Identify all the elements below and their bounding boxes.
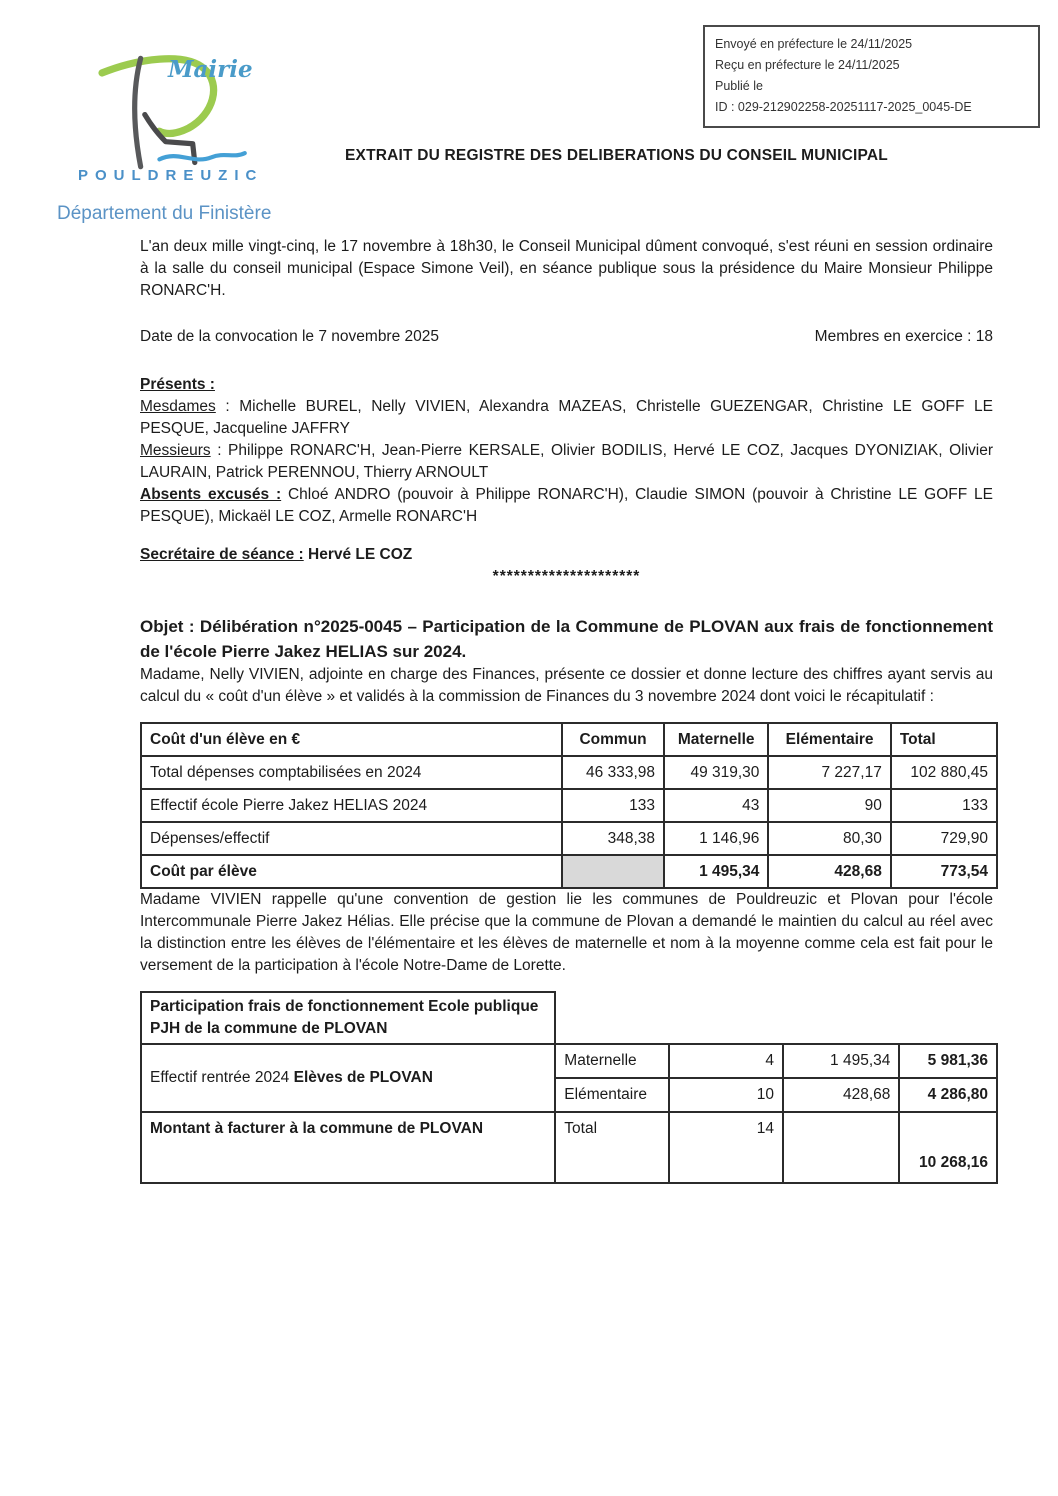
cell-maternelle: 49 319,30 [664, 756, 768, 789]
deliberation-subject: Objet : Délibération n°2025-0045 – Participation de la Commune de PLOVAN aux frais de fonctionnement de l'école Pierre Jakez HELIAS sur 2024. [140, 617, 993, 661]
effectif-label-normal: Effectif rentrée 2024 [150, 1069, 294, 1086]
document-body [140, 236, 993, 1184]
mesdames-names: : Michelle BUREL, Nelly VIVIEN, Alexandra MAZEAS, Christelle GUEZENGAR, Christine LE GOFF LE PESQUE, Jacqueline JAFFRY [140, 398, 993, 437]
participation-header-row [141, 992, 997, 1044]
cell-commun: 46 333,98 [562, 756, 664, 789]
col-header-maternelle: Maternelle [664, 723, 768, 756]
cell-cout: 428,68 [783, 1078, 899, 1112]
table-row-maternelle [141, 1044, 997, 1078]
cell-effectif: 4 [669, 1044, 783, 1078]
empty-region [555, 992, 997, 1044]
cell-total: 729,90 [891, 822, 997, 855]
secretaire-name: Hervé LE COZ [303, 546, 413, 563]
prefecture-stamp [703, 25, 1040, 128]
col-header-commun: Commun [562, 723, 664, 756]
effectif-label-bold: Elèves de PLOVAN [293, 1069, 433, 1086]
messieurs-names: : Philippe RONARC'H, Jean-Pierre KERSALE, Olivier BODILIS, Hervé LE COZ, Jacques DYONIZIAK, Olivier LAURAIN, Patrick PERENNOU, Thierry ARNOULT [140, 442, 993, 481]
total-label-cell: Montant à facturer à la commune de PLOVAN [141, 1112, 555, 1183]
messieurs-label: Messieurs [140, 442, 211, 459]
cost-per-student-table [140, 722, 998, 889]
cell-effectif-total: 14 [669, 1112, 783, 1183]
cell-commun: 133 [562, 789, 664, 822]
cell-maternelle: 43 [664, 789, 768, 822]
cell-montant: 4 286,80 [899, 1078, 997, 1112]
session-intro: L'an deux mille vingt-cinq, le 17 novembre à 18h30, le Conseil Municipal dûment convoqué, s'est réuni en session ordinaire à la salle du conseil municipal (Espace Simone Veil), en séance publique sous la présidence du Maire Monsieur Philippe RONARC'H. [140, 238, 993, 299]
presents-label: Présents : [140, 376, 215, 393]
cell-montant: 5 981,36 [899, 1044, 997, 1078]
col-header-cout: Coût d'un élève en € [141, 723, 562, 756]
cell-total: 773,54 [891, 855, 997, 888]
row-label: Coût par élève [141, 855, 562, 888]
secretaire-section [140, 544, 993, 566]
secretaire-label: Secrétaire de séance : [140, 546, 304, 563]
col-header-elementaire: Elémentaire [768, 723, 890, 756]
cell-montant-total: 10 268,16 [899, 1112, 997, 1183]
messieurs-line [140, 440, 993, 484]
members-in-office: Membres en exercice : 18 [814, 328, 993, 345]
cell-niveau-total: Total [555, 1112, 669, 1183]
row-label: Effectif école Pierre Jakez HELIAS 2024 [141, 789, 562, 822]
cell-commun-shaded [562, 855, 664, 888]
cell-maternelle: 1 146,96 [664, 822, 768, 855]
row-label: Total dépenses comptabilisées en 2024 [141, 756, 562, 789]
cell-elementaire: 428,68 [768, 855, 890, 888]
convocation-date: Date de la convocation le 7 novembre 2025 [140, 328, 440, 345]
presents-section [140, 374, 993, 484]
logo-mairie-script: Mairie [168, 56, 253, 83]
table-row [141, 789, 997, 822]
convocation-row [140, 326, 993, 348]
cell-total: 102 880,45 [891, 756, 997, 789]
document-title: EXTRAIT DU REGISTRE DES DELIBERATIONS DU CONSEIL MUNICIPAL [345, 147, 888, 164]
stamp-sent-line: Envoyé en préfecture le 24/11/2025 [715, 37, 913, 51]
mesdames-label: Mesdames [140, 398, 216, 415]
table-header-row [141, 723, 997, 756]
cell-elementaire: 7 227,17 [768, 756, 890, 789]
cell-cout: 1 495,34 [783, 1044, 899, 1078]
stamp-id-line: ID : 029-212902258-20251117-2025_0045-DE [715, 100, 972, 114]
table-row [141, 756, 997, 789]
stamp-received-line: Reçu en préfecture le 24/11/2025 [715, 58, 900, 72]
cell-maternelle: 1 495,34 [664, 855, 768, 888]
participation-table [140, 991, 998, 1184]
row-label: Dépenses/effectif [141, 822, 562, 855]
mesdames-line [140, 396, 993, 440]
cell-niveau: Elémentaire [555, 1078, 669, 1112]
cell-elementaire: 80,30 [768, 822, 890, 855]
table-row-total [141, 1112, 997, 1183]
department-label: Département du Finistère [57, 203, 272, 224]
convention-paragraph: Madame VIVIEN rappelle qu'une convention de gestion lie les communes de Pouldreuzic et Plovan pour l'école Intercommunale Pierre Jakez Hélias. Elle précise que la commune de Plovan a demandé le maintien du calcul au réel avec la distinction entre les élèves de l'élémentaire et les élèves de maternelle et nom à la moyenne comme cela est fait pour le versement de la participation à l'école Notre-Dame de Lorette. [140, 891, 993, 974]
separator-stars: ********************* [492, 568, 641, 585]
stamp-published-line: Publié le [715, 79, 763, 93]
table-row [141, 822, 997, 855]
cell-niveau: Maternelle [555, 1044, 669, 1078]
effectif-label-cell [141, 1044, 555, 1112]
logo-commune-name: POULDREUZIC [78, 167, 264, 184]
finance-presentation-paragraph: Madame, Nelly VIVIEN, adjointe en charge des Finances, présente ce dossier et donne lecture des chiffres ayant servis au calcul du « coût d'un élève » et validés à la commission de Finances du 3 novembre 2024 dont voici le récapitulatif : [140, 666, 993, 705]
table-row-cout-par-eleve [141, 855, 997, 888]
cell-total: 133 [891, 789, 997, 822]
col-header-total: Total [891, 723, 997, 756]
absents-label: Absents excusés : [140, 486, 282, 503]
cell-elementaire: 90 [768, 789, 890, 822]
cell-cout-empty [783, 1112, 899, 1183]
cell-commun: 348,38 [562, 822, 664, 855]
mairie-logo [62, 48, 292, 198]
participation-header-label: Participation frais de fonctionnement Ecole publique PJH de la commune de PLOVAN [141, 992, 555, 1044]
absents-names: Chloé ANDRO (pouvoir à Philippe RONARC'H), Claudie SIMON (pouvoir à Christine LE GOFF LE PESQUE), Mickaël LE COZ, Armelle RONARC'H [140, 486, 993, 525]
cell-effectif: 10 [669, 1078, 783, 1112]
absents-section [140, 484, 993, 528]
